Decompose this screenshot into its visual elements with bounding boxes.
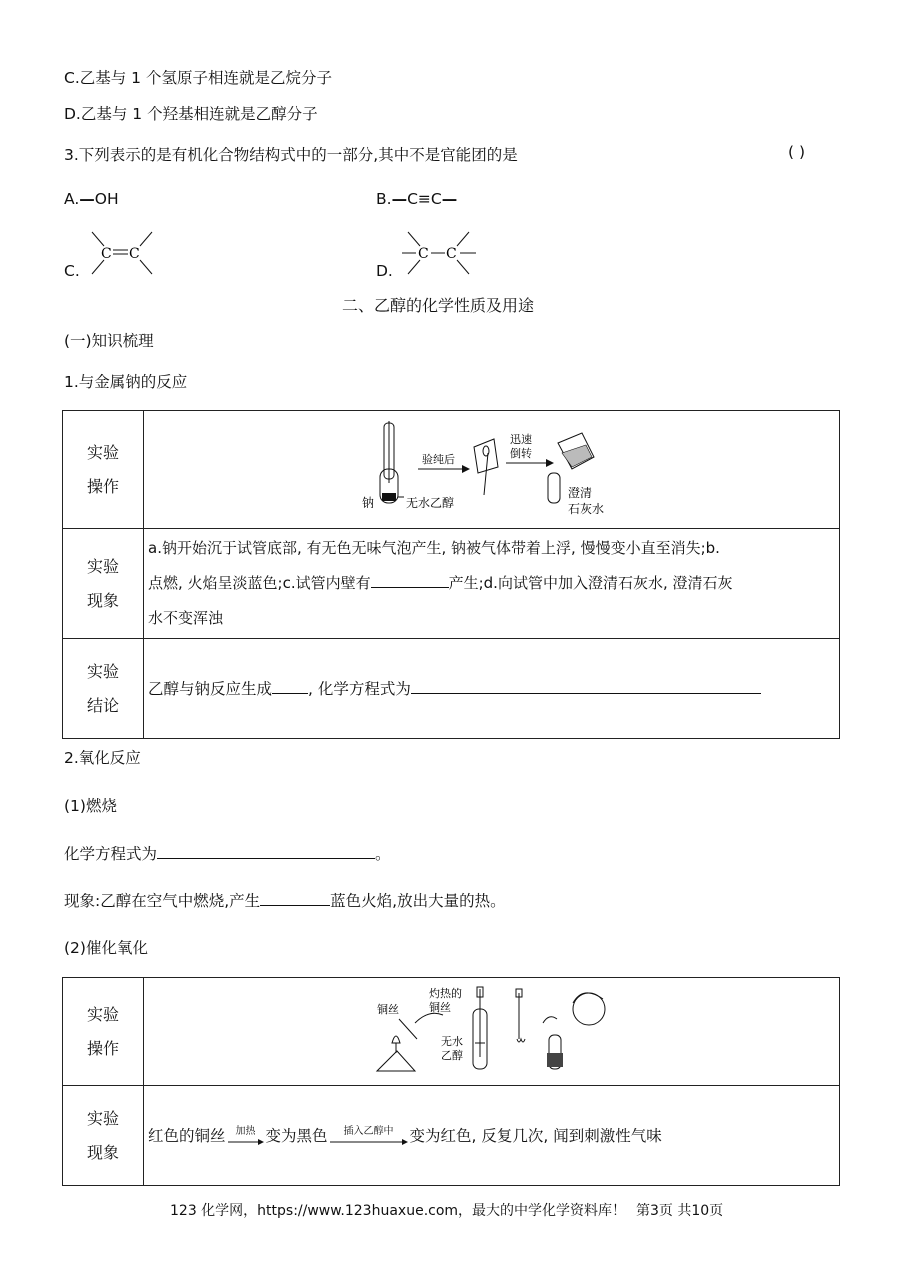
blank-product[interactable] <box>272 678 308 694</box>
q3-option-a: A.—OH <box>64 190 119 208</box>
question-3-stem: 3.下列表示的是有机化合物结构式中的一部分,其中不是官能团的是 <box>64 146 518 164</box>
label-ethanol-2: 乙醇 <box>440 1048 463 1062</box>
q3-option-b: B.—C≡C— <box>376 190 458 208</box>
catalytic-oxidation-table <box>62 977 840 1186</box>
table-row-operation <box>63 978 840 1086</box>
label-after-check: 验纯后 <box>421 452 455 466</box>
label-invert: 倒转 <box>509 446 532 460</box>
oxidation-heading: 2.氧化反应 <box>64 749 141 767</box>
q3-c-label: C. <box>64 262 80 280</box>
combustion-heading: (1)燃烧 <box>64 797 117 815</box>
table-row-conclusion <box>63 639 840 739</box>
phenomenon-line-3: 水不变浑浊 <box>148 609 224 627</box>
row-label-phenomenon: 实验 现象 <box>63 529 144 639</box>
copper-phenomenon-text: 红色的铜丝 加热 变为黑色 插入乙醇中 变为红色, 反复几次, 闻到刺激性气味 <box>144 1086 840 1186</box>
sodium-experiment-table <box>62 410 840 739</box>
arrow-insert-ethanol: 插入乙醇中 <box>330 1126 408 1146</box>
alkane-structure <box>400 228 480 278</box>
sodium-apparatus-figure <box>144 411 840 529</box>
blank-equation[interactable] <box>411 678 761 694</box>
combustion-equation-line: 化学方程式为 。 <box>64 845 391 863</box>
q3-b-label: B. <box>376 190 392 208</box>
footer-page-number: 第3页 共10页 <box>636 1203 724 1219</box>
blank-combustion-equation[interactable] <box>157 843 375 859</box>
label-limewater-1: 澄清 <box>567 485 592 500</box>
label-sodium: 钠 <box>361 495 374 510</box>
atom-c1: C <box>101 246 112 262</box>
label-hot-copper-1: 灼热的 <box>428 986 462 1000</box>
knowledge-heading: (一)知识梳理 <box>64 332 154 350</box>
atom-c2: C <box>446 246 457 262</box>
answer-paren: ( ) <box>788 143 806 161</box>
sodium-conclusion-text: 乙醇与钠反应生成 , 化学方程式为 <box>144 639 840 739</box>
catalytic-oxidation-heading: (2)催化氧化 <box>64 939 148 957</box>
label-copper: 铜丝 <box>376 1002 399 1016</box>
phenomenon-line-1: a.钠开始沉于试管底部, 有无色无味气泡产生, 钠被气体带着上浮, 慢慢变小直至消失;b. <box>148 539 720 557</box>
blank-flame[interactable] <box>260 890 330 906</box>
copper-apparatus-diagram <box>367 983 617 1081</box>
row-label-operation: 实验 操作 <box>63 411 144 529</box>
table-row-phenomenon <box>63 1086 840 1186</box>
sodium-phenomenon-text <box>144 529 840 639</box>
table-row-phenomenon <box>63 529 840 639</box>
section-title: 二、乙醇的化学性质及用途 <box>342 296 535 315</box>
sodium-reaction-heading: 1.与金属钠的反应 <box>64 373 188 391</box>
blank-droplets[interactable] <box>371 572 449 588</box>
footer-site: 123 化学网，https://www.123huaxue.com，最大的中学化学资料库！ <box>170 1203 627 1219</box>
atom-c2: C <box>129 246 140 262</box>
combustion-phenomenon-line: 现象:乙醇在空气中燃烧,产生 蓝色火焰,放出大量的热。 <box>64 892 506 910</box>
copper-apparatus-figure <box>144 978 840 1086</box>
table-row-operation <box>63 411 840 529</box>
sodium-apparatus-diagram <box>362 417 622 523</box>
option-c: C.乙基与 1 个氢原子相连就是乙烷分子 <box>64 69 332 87</box>
label-ethanol: 无水乙醇 <box>405 495 454 510</box>
row-label-conclusion: 实验 结论 <box>63 639 144 739</box>
label-quick: 迅速 <box>509 432 532 446</box>
phenomenon-line-2: 点燃, 火焰呈淡蓝色;c.试管内壁有 产生;d.向试管中加入澄清石灰水, 澄清石灰 <box>148 574 733 592</box>
row-label-operation: 实验 操作 <box>63 978 144 1086</box>
label-hot-copper-2: 铜丝 <box>428 1000 451 1014</box>
q3-a-group: OH <box>94 190 119 208</box>
label-ethanol-1: 无水 <box>440 1034 463 1048</box>
q3-a-label: A. <box>64 190 80 208</box>
alkene-structure <box>88 228 158 278</box>
q3-b-group: C≡C <box>407 190 442 208</box>
arrow-heating: 加热 <box>228 1126 264 1146</box>
label-limewater-2: 石灰水 <box>567 501 604 516</box>
option-d: D.乙基与 1 个羟基相连就是乙醇分子 <box>64 105 318 123</box>
atom-c1: C <box>418 246 429 262</box>
q3-d-label: D. <box>376 262 393 280</box>
row-label-phenomenon: 实验 现象 <box>63 1086 144 1186</box>
